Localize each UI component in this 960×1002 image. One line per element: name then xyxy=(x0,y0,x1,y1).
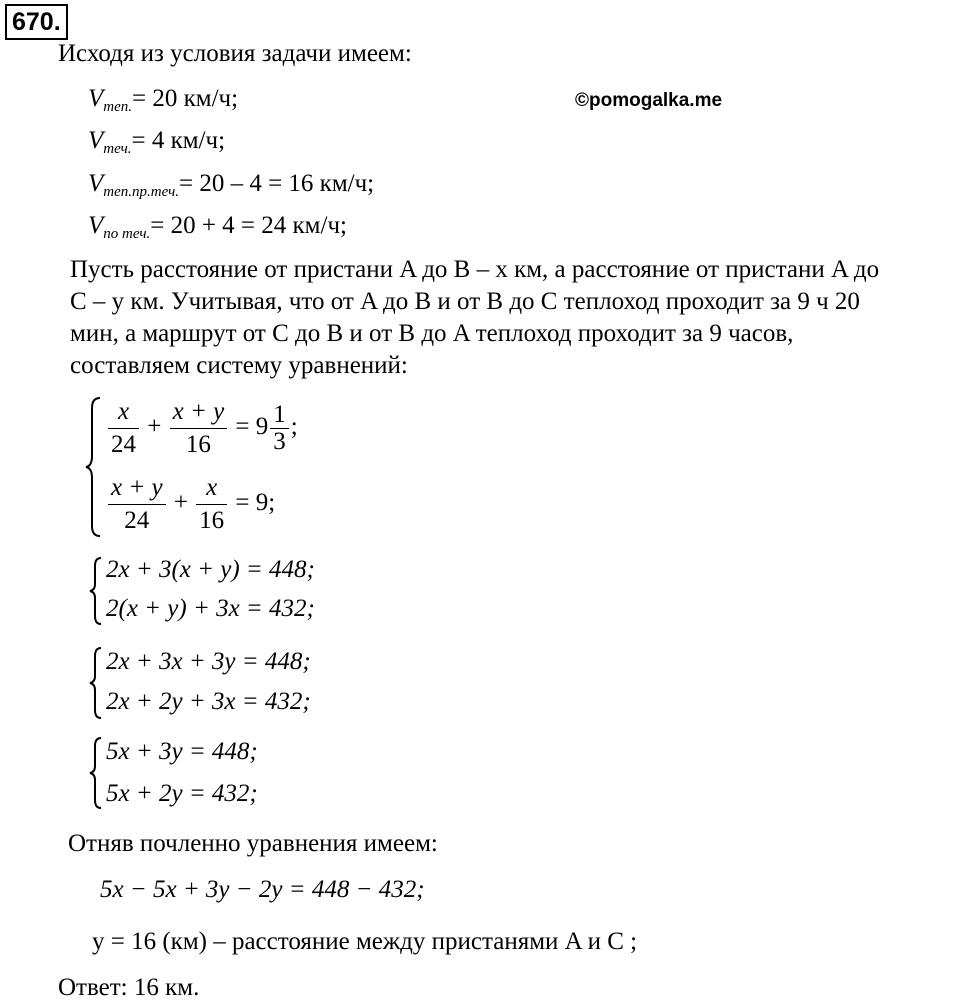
system3-brace xyxy=(88,646,104,720)
paragraph-line-1: Пусть расстояние от пристани A до B – x км, а расстояние от пристани A до xyxy=(70,256,880,283)
system2-brace xyxy=(88,556,104,626)
speed-current: $V_{теч.}= 4$ км/ч; xyxy=(88,127,226,157)
system3-eq2: 2x + 2y + 3x = 432; xyxy=(106,688,311,715)
subtract-text: Отняв почленно уравнения имеем: xyxy=(68,830,438,857)
watermark: ©pomogalka.me xyxy=(575,90,723,111)
paragraph-line-2: C – y км. Учитывая, что от A до B и от B до C теплоход проходит за 9 ч 20 xyxy=(70,288,860,315)
problem-number: 670. xyxy=(5,4,68,40)
speed-downstream: $V_{по теч.}= 20 + 4 = 24$ км/ч; xyxy=(88,212,347,242)
system4-eq1: 5x + 3y = 448; xyxy=(106,738,258,765)
system1-brace xyxy=(84,396,104,538)
system4-eq2: 5x + 2y = 432; xyxy=(106,780,258,807)
system3-eq1: 2x + 3x + 3y = 448; xyxy=(106,648,311,675)
paragraph-line-4: составляем систему уравнений: xyxy=(70,352,408,379)
speed-boat: $V_{теп.}= 20$ км/ч; xyxy=(88,85,239,115)
system4-brace xyxy=(88,736,104,810)
system1-eq1: $\frac{x}{24}$ + $\frac{x + y}{16}$ = 9 $\frac{1}{3}$ ; xyxy=(106,396,298,461)
answer-line: Ответ: 16 км. xyxy=(58,974,200,1001)
subtract-equation: 5x − 5x + 3y − 2y = 448 − 432; xyxy=(100,876,425,903)
speed-upstream: $V_{теп.пр.теч.}= 20 - 4 = 16$ км/ч; xyxy=(88,170,375,200)
result-line: y = 16 (км) – расстояние между пристанями A и C ; xyxy=(92,928,638,955)
paragraph-line-3: мин, а маршрут от C до B и от B до A теплоход проходит за 9 часов, xyxy=(70,320,794,347)
system1-eq2: $\frac{x + y}{24}$ + $\frac{x}{16}$ = 9; xyxy=(106,472,275,537)
intro-text: Исходя из условия задачи имеем: xyxy=(58,40,412,67)
system2-eq1: 2x + 3(x + y) = 448; xyxy=(106,556,315,583)
system2-eq2: 2(x + y) + 3x = 432; xyxy=(106,595,315,622)
